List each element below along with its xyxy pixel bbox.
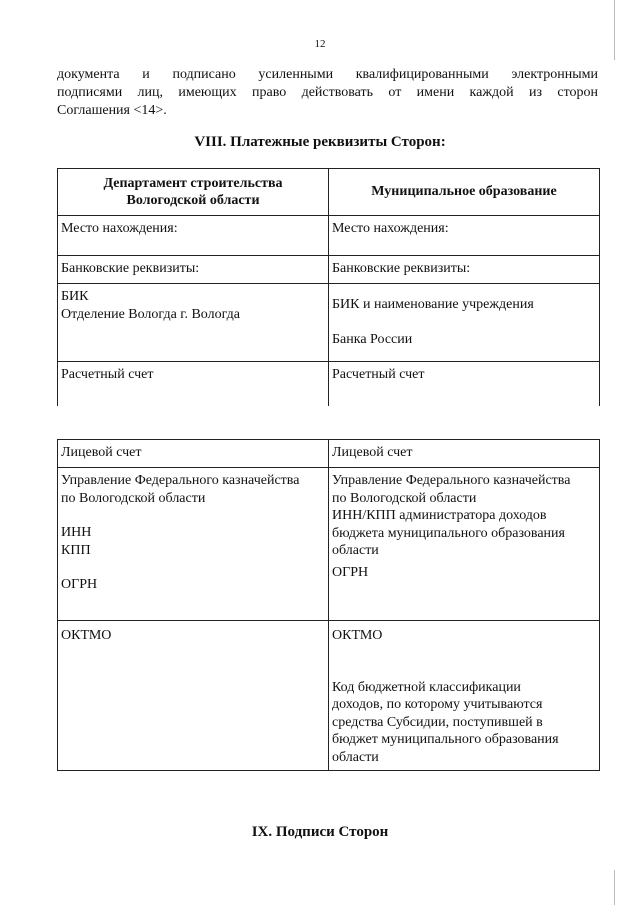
table-row: [58, 362, 600, 406]
treasury-cell: Управление Федерального казначейства по Вологодской области ИНН КПП ОГРН: [58, 468, 329, 621]
intro-line: Соглашения <14>.: [57, 103, 167, 118]
table-row: [58, 169, 600, 216]
table-row: [58, 440, 600, 468]
bik-cell: БИК и наименование учреждения Банка России: [329, 284, 600, 362]
oktmo-cell: ОКТМО: [58, 621, 329, 771]
inn-label: ИНН: [61, 525, 92, 540]
ogrn-label: ОГРН: [332, 564, 369, 580]
kbk-line: доходов, по которому учитываются: [332, 697, 543, 712]
municipality-header: Муниципальное образование: [329, 169, 600, 216]
table-row: [58, 256, 600, 284]
treasury-cell: Управление Федерального казначейства по Вологодской области ИНН/КПП администратора доходов бюджета муниципального образования области ОГРН: [329, 468, 600, 621]
location-cell: Место нахождения:: [329, 216, 600, 256]
scan-edge-mark: [614, 0, 615, 60]
bik-cell: БИК Отделение Вологда г. Вологда: [58, 284, 329, 362]
treasury-details-table: [57, 439, 600, 771]
page-number: 12: [314, 38, 326, 50]
kbk-line: бюджет муниципального образования: [332, 732, 559, 747]
kpp-label: КПП: [61, 542, 91, 558]
bank-details-cell: Банковские реквизиты:: [58, 256, 329, 284]
oktmo-label: ОКТМО: [332, 628, 383, 643]
section-9-heading: IX. Подписи Сторон: [251, 824, 389, 840]
location-cell: Место нахождения:: [58, 216, 329, 256]
kbk-line: области: [332, 749, 379, 765]
ogrn-label: ОГРН: [61, 577, 98, 592]
personal-account-cell: Лицевой счет: [58, 440, 329, 468]
bank-details-cell: Банковские реквизиты:: [329, 256, 600, 284]
intro-line: подписями лиц, имеющих право действовать от имени каждой из сторон: [57, 85, 598, 100]
table-row: [58, 216, 600, 256]
table-row: [58, 284, 600, 362]
scan-edge-mark: [614, 870, 615, 905]
intro-paragraph: [57, 66, 598, 120]
oktmo-cell: [329, 621, 600, 771]
kbk-line: средства Субсидии, поступившей в: [332, 714, 543, 730]
personal-account-cell: Лицевой счет: [329, 440, 600, 468]
table-row: [58, 621, 600, 771]
table-row: [58, 468, 600, 621]
account-cell: Расчетный счет: [58, 362, 329, 406]
account-cell: Расчетный счет: [329, 362, 600, 406]
payment-details-table: [57, 168, 600, 406]
kbk-line: Код бюджетной классификации: [332, 679, 521, 695]
intro-line: документа и подписано усиленными квалифицированными электронными: [57, 67, 598, 82]
department-header: Департамент строительства Вологодской области: [58, 169, 329, 216]
section-8-heading: VIII. Платежные реквизиты Сторон:: [194, 134, 446, 150]
